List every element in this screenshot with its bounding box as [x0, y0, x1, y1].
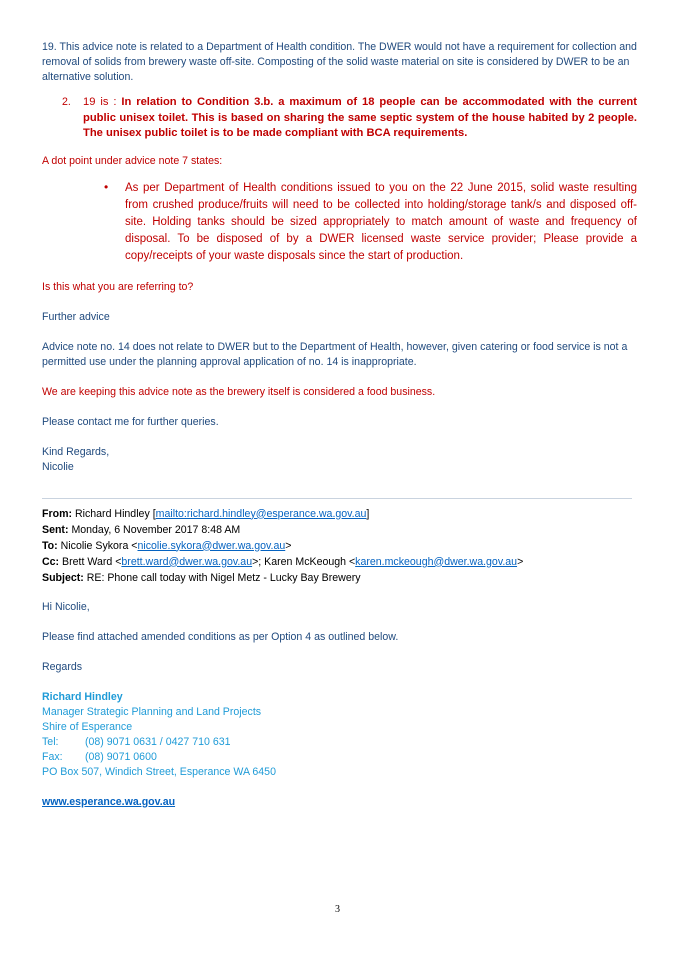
document-page — [42, 40, 637, 810]
website-link[interactable]: www.esperance.wa.gov.au — [42, 795, 176, 808]
sent-line: Sent: Monday, 6 November 2017 8:48 AM — [42, 523, 241, 536]
cc-email-link-1[interactable]: brett.ward@dwer.wa.gov.au — [121, 555, 253, 568]
bullet-icon: • — [104, 179, 109, 194]
signature-org: Shire of Esperance — [42, 720, 133, 733]
advice-14-paragraph: Advice note no. 14 does not relate to DWER but to the Department of Health, however, given catering or food service is not a permitted use under the planning approval application of no. 14 is inappropriate. — [42, 340, 628, 368]
greeting: Hi Nicolie, — [42, 600, 90, 613]
sender-name: Nicolie — [42, 460, 74, 473]
email-header — [42, 506, 637, 586]
cc-email-link-2[interactable]: karen.mckeough@dwer.wa.gov.au — [355, 555, 518, 568]
sign-off: Kind Regards, — [42, 445, 110, 458]
advice-note-19-paragraph: 19. This advice note is related to a Department of Health condition. The DWER would not have a requirement for collection and removal of solids from brewery waste off-site. Composting of the solid waste material on site is considered by DWER to be an alternative solution. — [42, 41, 637, 83]
cc-line: Cc: Brett Ward <brett.ward@dwer.wa.gov.au>; Karen McKeough <karen.mckeough@dwer.wa.gov.au> — [42, 555, 524, 568]
contact-line: Please contact me for further queries. — [42, 415, 219, 428]
signature-tel: Tel: (08) 9071 0631 / 0427 710 631 — [42, 735, 231, 748]
regards-line: Regards — [42, 660, 83, 673]
page-number: 3 — [335, 904, 340, 915]
from-email-link[interactable]: mailto:richard.hindley@esperance.wa.gov.au — [155, 507, 367, 520]
signature-title: Manager Strategic Planning and Land Projects — [42, 705, 262, 718]
signature-address: PO Box 507, Windich Street, Esperance WA 6450 — [42, 765, 276, 778]
to-line: To: Nicolie Sykora <nicolie.sykora@dwer.wa.gov.au> — [42, 539, 292, 552]
signature-name: Richard Hindley — [42, 690, 123, 703]
subject-line: Subject: RE: Phone call today with Nigel Metz - Lucky Bay Brewery — [42, 571, 361, 584]
bullet-item — [42, 180, 637, 266]
item-lead: 19 is : — [83, 96, 117, 108]
numbered-item-2 — [42, 95, 637, 142]
from-line: From: Richard Hindley [mailto:richard.hindley@esperance.wa.gov.au] — [42, 507, 370, 520]
email-signature — [42, 690, 637, 810]
bullet-text: As per Department of Health conditions issued to you on the 22 June 2015, solid waste resulting from crushed produce/fruits will need to be collected into holding/storage tank/s and disposed off-site. Holding tanks should be sized appropriately to match amount of waste and frequency of disposal. To be disposed of by a DWER licensed waste service provider; Please provide a copy/receipts of your waste disposals since the start of production. — [125, 181, 637, 263]
attached-line: Please find attached amended conditions as per Option 4 as outlined below. — [42, 630, 399, 643]
to-email-link[interactable]: nicolie.sykora@dwer.wa.gov.au — [137, 539, 286, 552]
signature-fax: Fax: (08) 9071 0600 — [42, 750, 157, 763]
further-advice-heading: Further advice — [42, 310, 110, 323]
dotpoint-intro: A dot point under advice note 7 states: — [42, 154, 223, 167]
question-line: Is this what you are referring to? — [42, 280, 194, 293]
item-number: 2. — [62, 96, 71, 108]
item-text: In relation to Condition 3.b. a maximum of 18 people can be accommodated with the current public unisex toilet. This is based on sharing the same septic system of the house habited by 2 people. The unisex public toilet is to be made compliant with BCA requirements. — [83, 96, 637, 139]
keeping-note: We are keeping this advice note as the brewery itself is considered a food business. — [42, 385, 436, 398]
